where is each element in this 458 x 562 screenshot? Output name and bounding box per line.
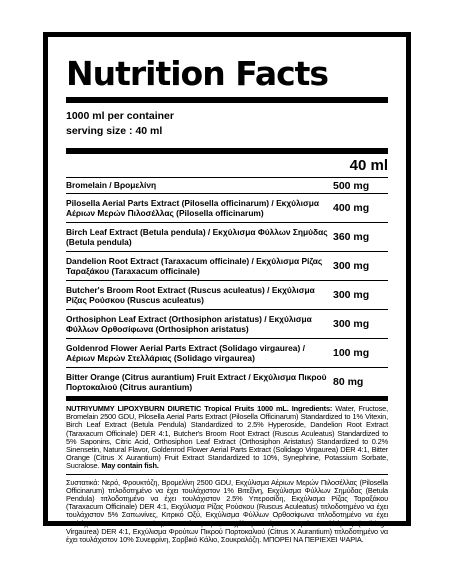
nutrient-name: Butcher's Broom Root Extract (Ruscus aculeatus) / Εκχύλισμα Ρίζας Ρούσκου (Ruscus aculeatus): [66, 284, 315, 305]
ingredients-body: Water, Fructose, Bromelain 2500 GDU, Pilosella Aerial Parts Extract (Pilosella Officinarum) Standardized to 1% Vitexin, Birch Leaf Extract (Betula Pendula) Standardized to 2.5% Hyperoside, Dandelion Root Extract (Taraxacum Officinale) DER 4:1, Butcher's Broom Root Extract (Ruscus Aculeatus) Standardized to 5% Saponins, Citric Acid, Orthosiphon Leaf Extract (Orthosiphon Aristatus) Standardized to 0.2% Sinensetin, Natural Flavor, Goldenrod Flower Aerial Parts Extract (Solidago Virgaurea) DER 4:1, Bitter Orange (Citrus X Aurantium) Fruit Extract Standardized to 10%, Synephrine, Potassium Sorbate, Sucralose.: [66, 404, 388, 471]
nutrient-row: [66, 280, 388, 309]
nutrient-amount: 500 mg: [333, 179, 370, 192]
nutrient-amount: 360 mg: [333, 231, 370, 243]
ingredients-allergen: May contain fish.: [99, 461, 159, 471]
nutrient-amount: 300 mg: [333, 318, 370, 330]
nutrient-name: Orthosiphon Leaf Extract (Orthosiphon aristatus) / Εκχύλισμα Φύλλων Ορθοσίφωνα (Orthosiphon aristatus): [66, 313, 312, 334]
nutrient-name: Dandelion Root Extract (Taraxacum officinale) / Εκχύλισμα Ρίζας Ταραξάκου (Taraxacum officinale): [66, 255, 323, 276]
nutrient-amount: 80 mg: [333, 376, 364, 388]
serving-info: [66, 103, 388, 144]
label-content: [66, 55, 388, 544]
column-header: 40 ml: [349, 157, 388, 174]
nutrient-row: [66, 177, 388, 193]
nutrition-facts-panel: [43, 32, 411, 545]
label-title: Nutrition Facts: [66, 54, 329, 93]
nutrient-name: Birch Leaf Extract (Betula pendula) / Εκχύλισμα Φύλλων Σημύδας (Betula pendula): [66, 226, 328, 247]
nutrient-row: [66, 251, 388, 280]
nutrient-name: Pilosella Aerial Parts Extract (Pilosella officinarum) / Εκχύλισμα Αέριων Μερών Πιλοσέλλας (Pilosella officinarum): [66, 197, 320, 218]
nutrient-row: [66, 222, 388, 251]
nutrient-row: [66, 367, 388, 396]
nutrient-rows: [66, 177, 388, 396]
nutrient-name: Bromelain / Βρομελίνη: [66, 180, 157, 191]
ingredients-english: [66, 401, 388, 474]
nutrient-amount: 300 mg: [333, 260, 370, 272]
ingredients-greek: Συστατικά: Νερό, Φρουκτόζη, Βρομελίνη 2500 GDU, Εκχύλισμα Αέριων Μερών Πιλοσέλλας (Pilosella Officinarum) τιτλοδοτημένο να έχει τουλάχιστον 1% Βιτεξίνη, Εκχύλισμα Φύλλων Σημύδας (Betula Pendula) τιτλοδοτημένο να έχει τουλάχιστον 2.5% Υπεροσίδη, Εκχύλισμα Ρίζας Ταραξάκου (Taraxacum Officinale) DER 4:1, Εκχύλισμα Ρίζας Ρούσκου (Ruscus Aculeatus) τιτλοδοτημένο να έχει τουλάχιστον 5% Σαπωνίνες, Κιτρικό Οξύ, Εκχύλισμα Φύλλων Ορθοσίφωνα τιτλοδοτημένο να έχει τουλάχιστον 0.2% Σινεσετίνη, Φυσικό Άρωμα, Εκχύλισμα Αέριων Μερών Στελλάριας (Solidago Virgaurea) DER 4:1, Εκχύλισμα Φρούτων Πικρού Πορτοκαλιού (Citrus X Aurantium) τιτλοδοτημένο να έχει τουλάχιστον 10% Συνεφρίνη, Σορβικό Κάλιο, Σουκραλόζη. ΜΠΟΡΕΙ ΝΑ ΠΕΡΙΕΧΕΙ ΨΑΡΙΑ.: [66, 477, 388, 545]
serving-size: serving size : 40 ml: [66, 125, 163, 137]
nutrient-name: Goldenrod Flower Aerial Parts Extract (Solidago virgaurea) / Αέριων Μερών Στελλάριας (Solidago virgaurea): [66, 342, 305, 363]
nutrient-row: [66, 193, 388, 222]
nutrient-amount: 100 mg: [333, 347, 370, 359]
nutrient-row: [66, 338, 388, 367]
nutrient-amount: 400 mg: [333, 202, 370, 214]
nutrient-amount: 300 mg: [333, 289, 370, 301]
nutrient-row: [66, 309, 388, 338]
ingredients-lead: NUTRIYUMMY LIPOXYBURN DIURETIC Tropical Fruits 1000 mL. Ingredients:: [66, 404, 333, 413]
nutrient-name: Bitter Orange (Citrus aurantium) Fruit Extract / Εκχύλισμα Πικρού Πορτοκαλιού (Citrus aurantium): [66, 371, 327, 392]
container-size: 1000 ml per container: [66, 110, 174, 122]
